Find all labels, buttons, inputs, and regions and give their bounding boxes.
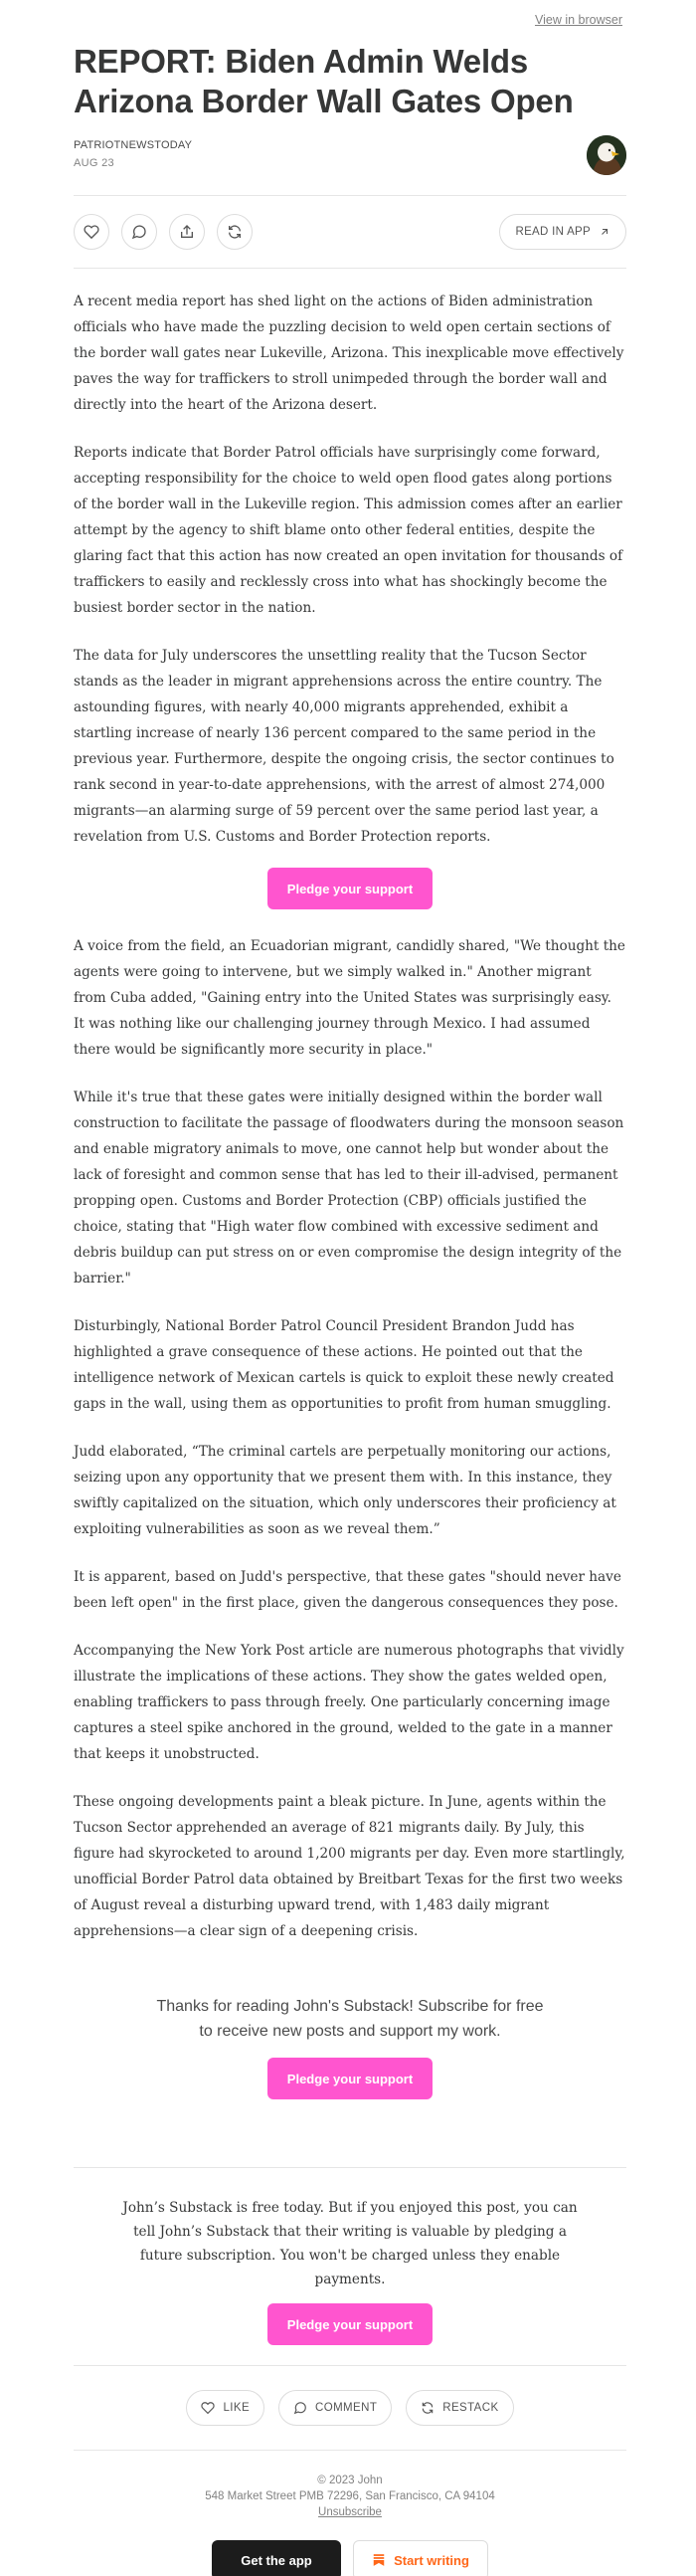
restack-label: RESTACK xyxy=(442,2402,499,2414)
post-date: AUG 23 xyxy=(74,157,114,169)
top-bar xyxy=(0,0,696,34)
view-in-browser-link[interactable]: View in browser xyxy=(534,13,622,27)
eagle-avatar-image xyxy=(587,135,626,175)
pledge-support-button[interactable]: Pledge your support xyxy=(267,2058,433,2099)
content xyxy=(74,42,626,2576)
restack-icon xyxy=(421,2401,435,2415)
pledge-button-row xyxy=(74,2058,626,2099)
pledge-support-button[interactable]: Pledge your support xyxy=(267,868,433,909)
subscribe-cta-line: to receive new posts and support my work. xyxy=(199,2023,501,2040)
paragraph: While it's true that these gates were initially designed within the border wall construction to facilitate the passage of floodwaters during the monsoon season and enable migratory animals to move, one cannot help but wonder about the lack of foresight and common sense that has led to their ill-advised, permanent propping open. Customs and Border Protection (CBP) officials justified the choice, stating that "High water flow combined with excessive sediment and debris buildup can put stress on or even compromise the design integrity of the barrier." xyxy=(74,1090,624,1287)
restack-button[interactable] xyxy=(217,214,253,250)
paragraph: The data for July underscores the unsettling reality that the Tucson Sector stands as the leader in migrant apprehensions across the entire country. The astounding figures, with nearly 40,000 migrants apprehended, exhibit a startling increase of nearly 136 percent compared to the same period in the previous year. Furthermore, despite the ongoing crisis, the sector continues to rank second in year-to-date apprehensions, with the arrest of almost 274,000 migrants—an alarming surge of 59 percent over the same period last year, a revelation from U.S. Customs and Border Protection reports. xyxy=(74,648,614,845)
like-pill-button[interactable] xyxy=(186,2390,264,2426)
divider xyxy=(74,2450,626,2451)
like-button[interactable] xyxy=(74,214,109,250)
paragraph: Reports indicate that Border Patrol officials have surprisingly come forward, accepting responsibility for the choice to weld open flood gates along portions of the border wall in the Lukeville region. This admission comes after an earlier attempt by the agency to shift blame onto other federal entities, despite the glaring fact that this action has now created an open invitation for thousands of traffickers to easily and recklessly cross into what has shockingly become the busiest border sector in the nation. xyxy=(74,445,623,616)
copyright-text: © 2023 John xyxy=(317,2475,383,2486)
app-buttons-row xyxy=(74,2540,626,2576)
comment-icon xyxy=(131,224,147,240)
substack-logo-icon xyxy=(372,2553,386,2567)
heart-icon xyxy=(201,2401,215,2415)
unsubscribe-link[interactable]: Unsubscribe xyxy=(318,2506,382,2518)
comment-button[interactable] xyxy=(121,214,157,250)
paragraph: Disturbingly, National Border Patrol Council President Brandon Judd has highlighted a grave consequence of these actions. He pointed out that the intelligence network of Mexican cartels is quick to exploit these newly created gaps in the wall, using them as opportunities to profit from human smuggling. xyxy=(74,1318,614,1412)
comment-label: COMMENT xyxy=(315,2402,378,2414)
share-icon xyxy=(179,224,195,240)
author-avatar[interactable] xyxy=(587,135,626,175)
paragraph: Judd elaborated, “The criminal cartels are perpetually monitoring our actions, seizing upon any opportunity that we present them with. In this instance, they swiftly capitalized on the situation, which only underscores their proficiency at exploiting vulnerabilities as soon as we reveal them.” xyxy=(74,1444,616,1537)
post-title[interactable]: REPORT: Biden Admin Welds Arizona Border Wall Gates Open xyxy=(74,43,574,119)
restack-pill-button[interactable] xyxy=(406,2390,513,2426)
post-body xyxy=(74,289,626,1944)
subscribe-cta-text xyxy=(74,1994,626,2044)
share-button[interactable] xyxy=(169,214,205,250)
free-subscription-notice: John’s Substack is free today. But if you enjoyed this post, you can tell John’s Substack that their writing is valuable by pledging a future subscription. You won't be charged unless they enable payments. xyxy=(122,2200,578,2287)
paragraph: Accompanying the New York Post article are numerous photographs that vividly illustrate the implications of these actions. They show the gates welded open, enabling traffickers to pass through freely. One particularly concerning image captures a steel spike anchored in the ground, welded to the gate in a manner that keeps it unobstructed. xyxy=(74,1643,624,1762)
paragraph: A voice from the field, an Ecuadorian migrant, candidly shared, "We thought the agents were going to intervene, but we simply walked in." Another migrant from Cuba added, "Gaining entry into the United States was surprisingly easy. It was nothing like our challenging journey through Mexico. I had assumed there would be significantly more security in place." xyxy=(74,938,625,1058)
comment-pill-button[interactable] xyxy=(278,2390,392,2426)
paragraph: A recent media report has shed light on the actions of Biden administration officials who have made the puzzling decision to weld open certain sections of the border wall gates near Lukeville, Arizona. This inexplicable move effectively paves the way for traffickers to stroll unimpeded through the border wall and directly into the heart of the Arizona desert. xyxy=(74,294,624,413)
footer-info xyxy=(74,2473,626,2520)
byline xyxy=(74,135,626,195)
paragraph: These ongoing developments paint a bleak picture. In June, agents within the Tucson Sector apprehended an average of 821 migrants daily. By July, this figure had skyrocketed to around 1,200 migrants per day. Even more startlingly, unofficial Border Patrol data obtained by Breitbart Texas for the first two weeks of August reveal a disturbing upward trend, with 1,483 daily migrant apprehensions—a clear sign of a deepening crisis. xyxy=(74,1794,625,1939)
post-actions-bar xyxy=(74,196,626,268)
like-label: LIKE xyxy=(223,2402,251,2414)
restack-icon xyxy=(227,224,243,240)
pledge-button-row xyxy=(74,2303,626,2345)
author-name[interactable]: PATRIOTNEWSTODAY xyxy=(74,139,193,151)
divider xyxy=(74,268,626,269)
comment-icon xyxy=(293,2401,307,2415)
pledge-support-button[interactable]: Pledge your support xyxy=(267,2303,433,2345)
pledge-button-row xyxy=(74,868,626,909)
arrow-up-right-icon xyxy=(599,226,610,238)
address-text: 548 Market Street PMB 72296, San Francisco, CA 94104 xyxy=(205,2490,495,2502)
subscribe-cta-line: Thanks for reading John's Substack! Subscribe for free xyxy=(156,1998,544,2015)
get-the-app-button[interactable]: Get the app xyxy=(212,2540,341,2576)
heart-icon xyxy=(84,224,99,240)
read-in-app-button[interactable] xyxy=(499,214,626,250)
footer-actions-bar xyxy=(74,2366,626,2450)
paragraph: It is apparent, based on Judd's perspective, that these gates "should never have been left open" in the first place, given the dangerous consequences they pose. xyxy=(74,1569,621,1611)
read-in-app-label: READ IN APP xyxy=(515,226,591,238)
start-writing-label: Start writing xyxy=(394,2552,469,2568)
start-writing-button[interactable] xyxy=(353,2540,488,2576)
